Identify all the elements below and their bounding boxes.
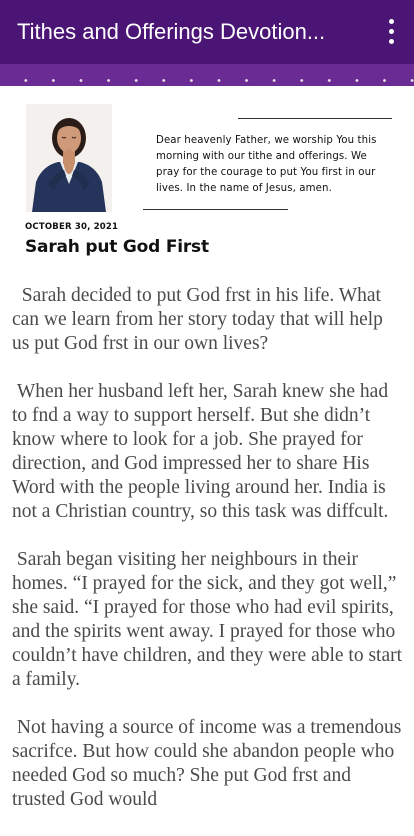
divider-top (238, 118, 392, 119)
article-paragraph: Sarah decided to put God frst in his life. What can we learn from her story today that will help us put God frst in our own lives? (12, 285, 388, 354)
article-paragraph: When her husband left her, Sarah knew she had to fnd a way to support herself. But she didn’t know where to look for a job. She prayed for direction, and God impressed her to share His Word with the people living around her. India is not a Christian country, so this task was diffcult. (12, 381, 393, 522)
more-vert-icon[interactable] (378, 14, 406, 50)
dotted-line (0, 79, 414, 82)
app-title: Tithes and Offerings Devotion... (17, 19, 326, 44)
app-bar (0, 0, 414, 64)
decorative-strip (0, 64, 414, 86)
story-date: OCTOBER 30, 2021 (25, 222, 119, 232)
divider-bottom (143, 209, 288, 210)
article-paragraph: Sarah began visiting her neighbours in their homes. “I prayed for the sick, and they got well,” she said. “I prayed for those who had evil spirits, and the spirits went away. I prayed for those who couldn’t have children, and they were able to start a family. (12, 549, 407, 690)
article-body (12, 284, 407, 836)
story-title: Sarah put God First (25, 237, 209, 257)
prayer-text: Dear heavenly Father, we worship You this morning with our tithe and offerings. We pray for the courage to put You first in our lives. In the name of Jesus, amen. (156, 135, 377, 194)
article-paragraph: Not having a source of income was a tremendous sacrifce. But how could she abandon people who needed God so much? She put God frst and trusted God would (12, 717, 407, 810)
praying-woman-photo (26, 104, 112, 212)
